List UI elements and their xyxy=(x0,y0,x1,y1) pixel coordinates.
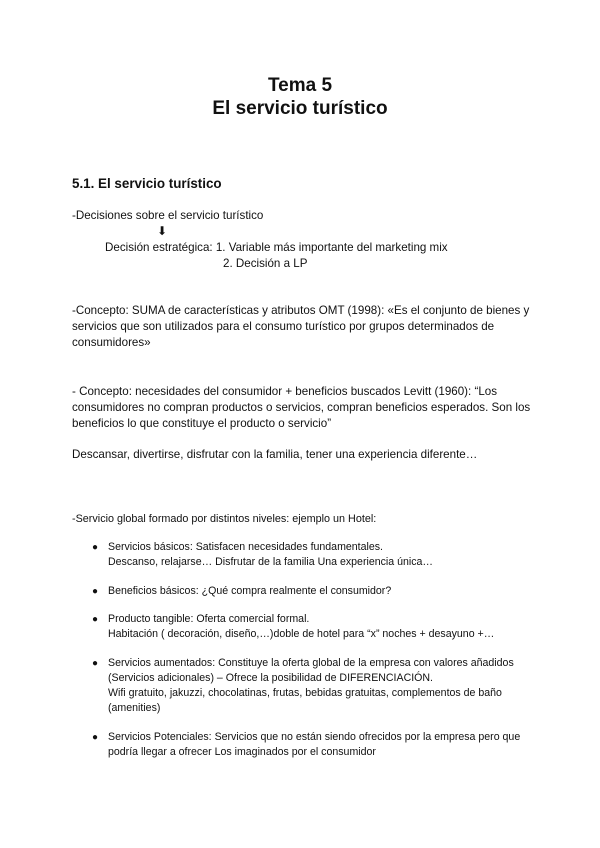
decision-estrategica-line: Decisión estratégica: 1. Variable más importante del marketing mix xyxy=(105,241,448,254)
page-title-line1: Tema 5 xyxy=(267,75,333,96)
concepto-omt-paragraph: -Concepto: SUMA de características y atributos OMT (1998): «Es el conjunto de bienes y servicios que son utilizados para el consumo turístico por grupos determinados de consumidores» xyxy=(72,304,530,349)
decision-lp-line: 2. Decisión a LP xyxy=(223,257,308,270)
down-arrow-icon: ⬇ xyxy=(157,224,168,238)
list-item xyxy=(92,612,532,642)
list-item-main: Servicios Potenciales: Servicios que no están siendo ofrecidos por la empresa pero que podría llegar a ofrecer Los imaginados por el consumidor xyxy=(108,731,521,758)
list-item xyxy=(92,656,532,716)
concepto-levitt-paragraph: - Concepto: necesidades del consumidor + beneficios buscados Levitt (1960): “Los consumidores no compran productos o servicios, compran beneficios esperados. Son los beneficios lo que constituye el producto o servicio” xyxy=(72,385,531,430)
section-heading: 5.1. El servicio turístico xyxy=(72,176,222,191)
list-item-main: Beneficios básicos: ¿Qué compra realmente el consumidor? xyxy=(108,585,392,597)
niveles-list xyxy=(92,656,532,716)
decisiones-intro: -Decisiones sobre el servicio turístico xyxy=(72,209,264,222)
list-item-main: Servicios básicos: Satisfacen necesidades fundamentales. xyxy=(108,541,384,553)
niveles-list xyxy=(92,584,532,599)
list-item-main: Producto tangible: Oferta comercial formal. xyxy=(108,613,310,625)
niveles-list xyxy=(92,540,532,570)
niveles-list xyxy=(92,612,532,642)
list-item xyxy=(92,540,532,570)
servicio-global-paragraph: -Servicio global formado por distintos niveles: ejemplo un Hotel: xyxy=(72,513,377,525)
list-item-sub: Habitación ( decoración, diseño,…)doble de hotel para “x” noches + desayuno +… xyxy=(108,628,495,640)
bullet-icon: ● xyxy=(92,586,99,597)
page-title-line2: El servicio turístico xyxy=(212,98,388,119)
bullet-icon: ● xyxy=(92,614,99,625)
niveles-list xyxy=(92,730,532,760)
list-item xyxy=(92,730,532,760)
descansar-paragraph: Descansar, divertirse, disfrutar con la familia, tener una experiencia diferente… xyxy=(72,448,478,461)
list-item-main: Servicios aumentados: Constituye la oferta global de la empresa con valores añadidos (Servicios adicionales) – Ofrece la posibilidad de DIFERENCIACIÓN. xyxy=(108,657,514,684)
list-item-sub: Descanso, relajarse… Disfrutar de la familia Una experiencia única… xyxy=(108,556,434,568)
list-item xyxy=(92,584,532,599)
bullet-icon: ● xyxy=(92,658,99,669)
list-item-sub: Wifi gratuito, jakuzzi, chocolatinas, frutas, bebidas gratuitas, complementos de baño (amenities) xyxy=(108,687,502,714)
bullet-icon: ● xyxy=(92,732,99,743)
bullet-icon: ● xyxy=(92,542,99,553)
